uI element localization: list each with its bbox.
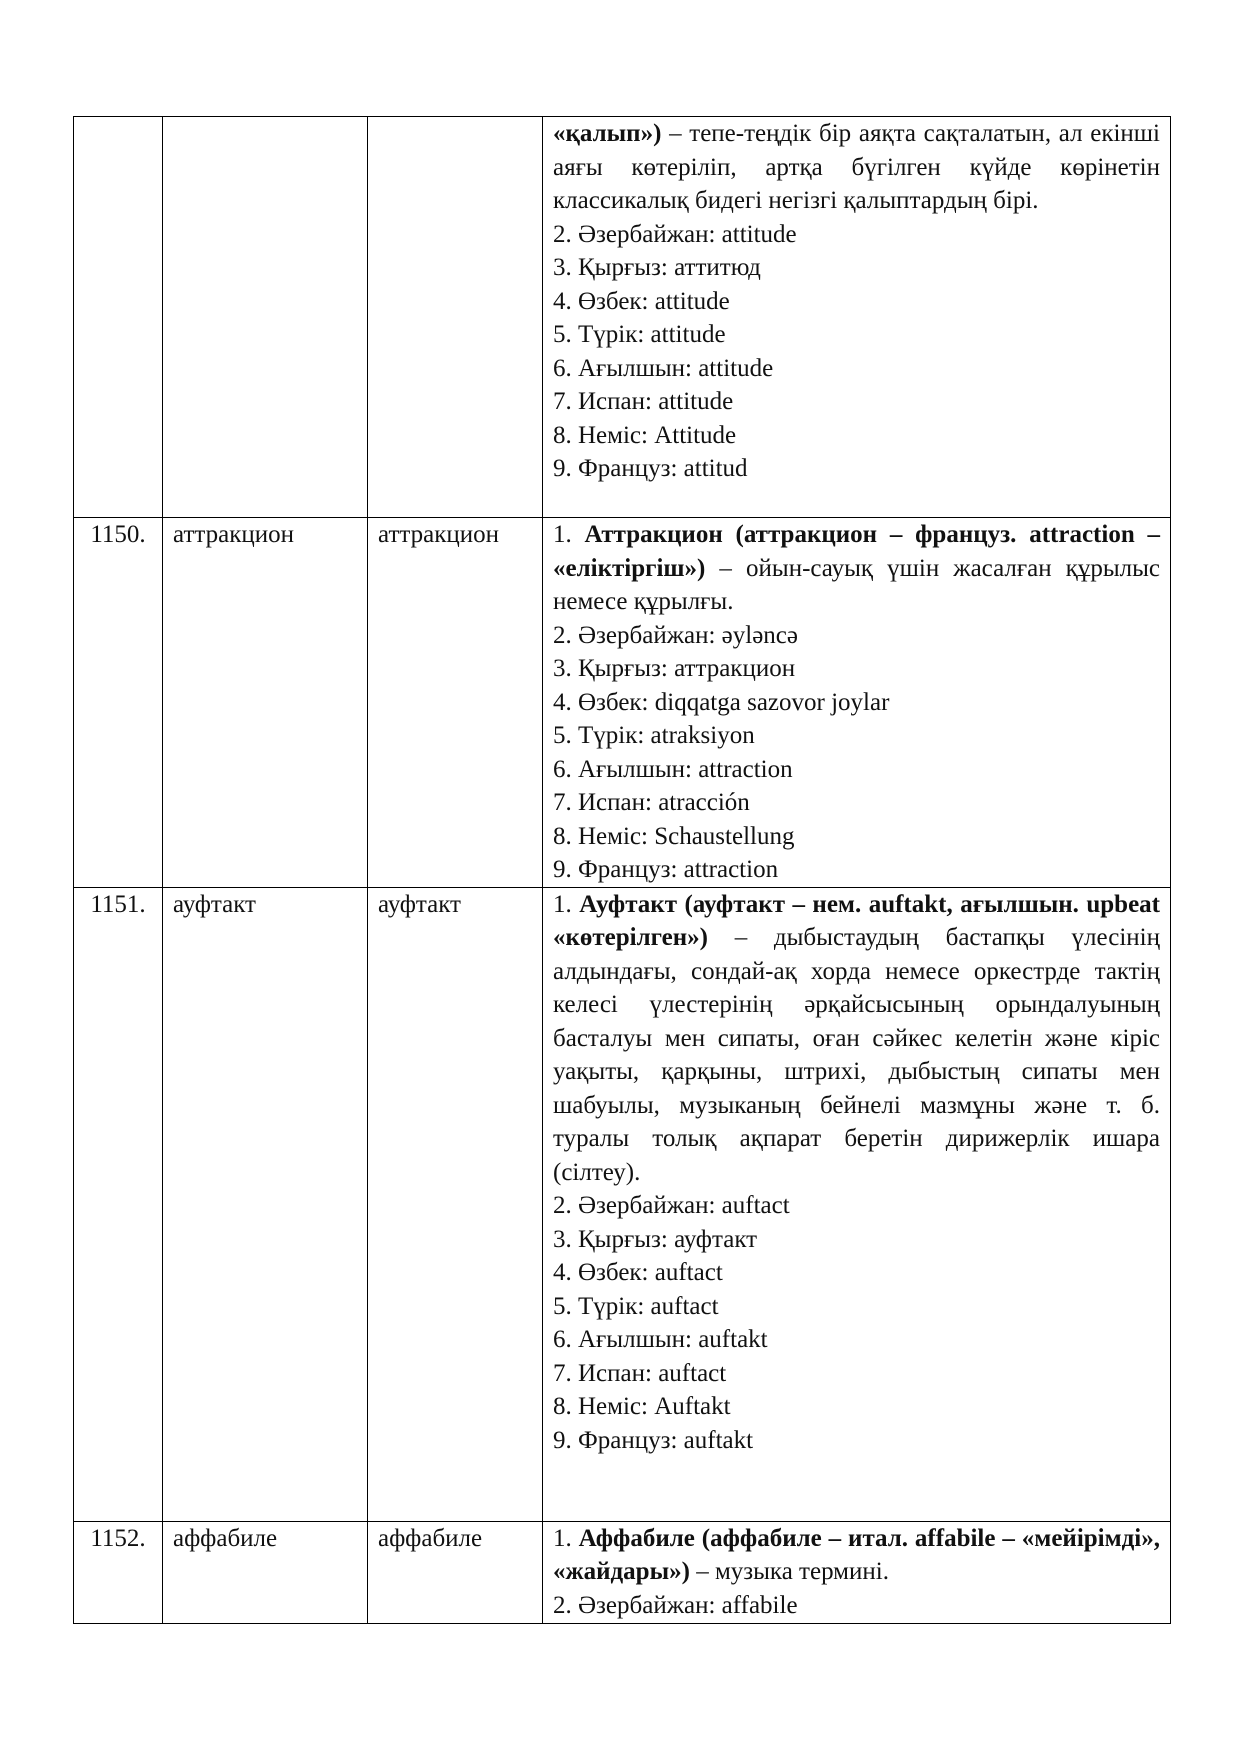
entry-number: 1152. bbox=[74, 1521, 163, 1623]
term-kazakh bbox=[163, 117, 368, 518]
translation-line: 2. Әзербайжан: auftact bbox=[553, 1192, 790, 1219]
translation-line: 4. Өзбек: auftact bbox=[553, 1259, 723, 1286]
table-row bbox=[74, 117, 1171, 518]
term-kazakh: аффабиле bbox=[163, 1521, 368, 1623]
definition-prefix: 1. bbox=[553, 521, 585, 548]
definition-bold: «қалып») bbox=[553, 120, 662, 147]
definition-bold: Аффабиле (аффабиле – итал. affabile – «мейірімді», «жайдары») bbox=[553, 1524, 1160, 1585]
term-russian: ауфтакт bbox=[368, 887, 543, 1521]
translation-line: 5. Түрік: atraksiyon bbox=[553, 722, 755, 749]
definition-text bbox=[553, 117, 1160, 218]
definition-rest: – ойын-сауық үшін жасалған құрылыс немесе құрылғы. bbox=[553, 554, 1160, 615]
entry-number bbox=[74, 117, 163, 518]
translation-line: 4. Өзбек: diqqatga sazovor joylar bbox=[553, 688, 890, 716]
term-kazakh: ауфтакт bbox=[163, 887, 368, 1521]
table-row bbox=[74, 1521, 1171, 1623]
translation-line: 7. Испан: atracción bbox=[553, 789, 750, 816]
translation-line: 8. Неміс: Schaustellung bbox=[553, 822, 795, 850]
table-row bbox=[74, 887, 1171, 1521]
translation-line: 2. Әзербайжан: attitude bbox=[553, 220, 797, 248]
translation-line: 8. Неміс: Auftakt bbox=[553, 1393, 731, 1420]
definition-text bbox=[553, 888, 1160, 1190]
dictionary-table bbox=[73, 116, 1171, 1624]
translation-line: 7. Испан: attitude bbox=[553, 388, 734, 415]
translation-line: 7. Испан: auftact bbox=[553, 1359, 727, 1387]
translation-line: 8. Неміс: Attitude bbox=[553, 421, 737, 449]
definition-cell bbox=[543, 1521, 1171, 1623]
translation-line: 2. Әзербайжан: əyləncə bbox=[553, 621, 798, 649]
entry-number: 1151. bbox=[74, 887, 163, 1521]
definition-text bbox=[553, 1522, 1160, 1589]
translation-line: 5. Түрік: attitude bbox=[553, 321, 726, 348]
definition-rest: – тепе-теңдік бір аяқта сақталатын, ал екінші аяғы көтеріліп, артқа бүгілген күйде көрінетін классикалық бидегі негізгі қалыптардың бірі. bbox=[553, 120, 1160, 214]
definition-bold: Аттракцион (аттракцион – француз. attraction – «еліктіргіш») bbox=[553, 521, 1160, 582]
term-russian: аффабиле bbox=[368, 1521, 543, 1623]
definition-prefix: 1. bbox=[553, 890, 580, 918]
translation-line: 6. Ағылшын: auftakt bbox=[553, 1326, 768, 1353]
translation-line: 5. Түрік: auftact bbox=[553, 1292, 719, 1320]
translation-line: 3. Қырғыз: ауфтакт bbox=[553, 1225, 758, 1253]
translation-line: 2. Әзербайжан: affabile bbox=[553, 1591, 798, 1619]
definition-rest: – дыбыстаудың бастапқы үлесінің алдындағы, сондай-ақ хорда немесе оркестрде тактің келесі үлестерінің әрқайсысының орындалуының басталуы мен сипаты, оған сәйкес келетін және кіріс уақыты, қарқыны, штрихі, дыбыстың сипаты мен шабуылы, музыканың бейнелі мазмұны және т. б. туралы толық ақпарат беретін дирижерлік ишара (сілтеу). bbox=[553, 924, 1160, 1186]
translation-line: 9. Француз: attraction bbox=[553, 856, 779, 883]
table-row bbox=[74, 518, 1171, 888]
translation-line: 6. Ағылшын: attraction bbox=[553, 755, 793, 783]
translation-line: 3. Қырғыз: аттракцион bbox=[553, 655, 796, 682]
entry-number: 1150. bbox=[74, 518, 163, 888]
term-russian bbox=[368, 117, 543, 518]
definition-rest: – музыка термині. bbox=[689, 1558, 889, 1585]
term-kazakh: аттракцион bbox=[163, 518, 368, 888]
definition-bold: Ауфтакт (ауфтакт – нем. auftakt, ағылшын. upbeat «көтерілген») bbox=[553, 890, 1160, 951]
definition-prefix: 1. bbox=[553, 1524, 579, 1552]
definition-text bbox=[553, 518, 1160, 619]
translation-line: 4. Өзбек: attitude bbox=[553, 287, 730, 315]
translation-line: 6. Ағылшын: attitude bbox=[553, 354, 774, 382]
term-russian: аттракцион bbox=[368, 518, 543, 888]
definition-cell bbox=[543, 518, 1171, 888]
definition-cell bbox=[543, 887, 1171, 1521]
translation-line: 3. Қырғыз: аттитюд bbox=[553, 254, 761, 281]
translation-line: 9. Француз: attitud bbox=[553, 455, 748, 482]
translation-line: 9. Француз: auftakt bbox=[553, 1426, 754, 1454]
definition-cell bbox=[543, 117, 1171, 518]
